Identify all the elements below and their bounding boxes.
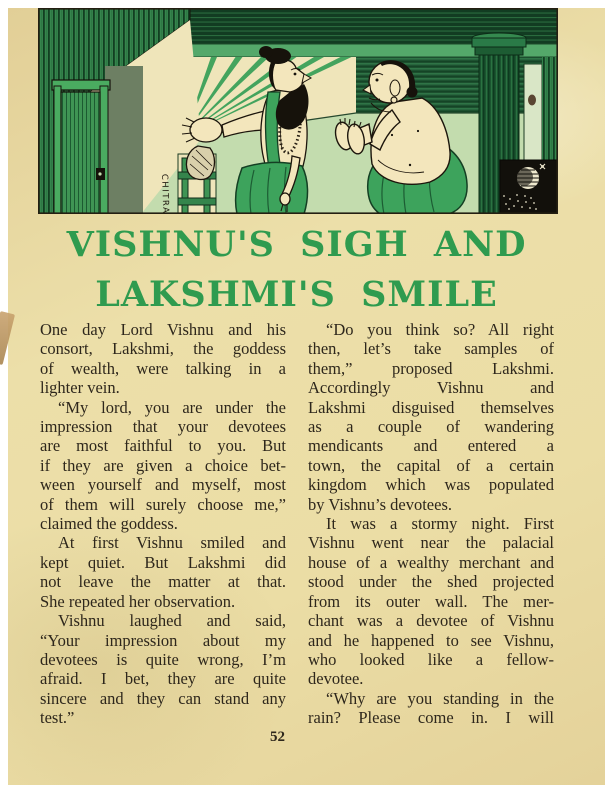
- paragraph: [40, 533, 286, 611]
- text-line: Accordingly Vishnu and: [308, 378, 554, 398]
- paragraph: [308, 320, 554, 514]
- text-line: are most faithful to you. But: [40, 436, 286, 456]
- paragraph: [40, 611, 286, 727]
- text-column-left: [40, 320, 286, 728]
- text-line: “Do you think so? All right: [326, 320, 554, 339]
- story-title-line2: LAKSHMI'S SMILE: [95, 274, 498, 315]
- text-line: by Vishnu’s devotees.: [308, 494, 452, 514]
- text-line: Vishnu went near the palacial: [308, 533, 554, 553]
- text-line: impression that your devotees: [40, 417, 286, 437]
- text-line: not leave the matter at that.: [40, 572, 286, 592]
- text-line: consort, Lakshmi, the goddess: [40, 339, 286, 359]
- text-line: kept quiet. But Lakshmi did: [40, 552, 286, 572]
- paragraph: [40, 398, 286, 534]
- text-line: house of a wealthy merchant and: [308, 552, 554, 572]
- text-column-right: [308, 320, 554, 728]
- text-line: Vishnu laughed and said,: [58, 611, 286, 631]
- text-line: of them will surely choose me,”: [40, 494, 286, 514]
- paragraph: [40, 320, 286, 398]
- text-line: then, let’s take samples of: [308, 339, 554, 359]
- illustration-svg: [38, 8, 558, 214]
- artist-signature: CHITRA: [159, 173, 171, 214]
- text-line: “My lord, you are under the: [58, 397, 286, 417]
- paragraph: [308, 689, 554, 728]
- text-line: sincere and they can stand any: [40, 688, 286, 708]
- text-line: “Your impression about my: [40, 630, 286, 650]
- text-line: lighter vein.: [40, 378, 120, 398]
- text-line: ween yourself and myself, most: [40, 475, 286, 495]
- text-line: Lakshmi disguised themselves: [308, 397, 554, 417]
- text-line: claimed the goddess.: [40, 514, 178, 534]
- text-line: test.”: [40, 708, 75, 728]
- text-line: devotees is quite wrong, I’m: [40, 649, 286, 669]
- storm-window: [500, 160, 558, 214]
- text-line: She repeated her observation.: [40, 591, 236, 611]
- open-door: [52, 80, 110, 214]
- text-line: devotee.: [308, 669, 364, 689]
- text-line: chant was a devotee of Vishnu: [308, 611, 554, 631]
- text-line: and he happened to see Vishnu,: [308, 630, 554, 650]
- story-title-line1: VISHNU'S SIGH AND: [66, 224, 527, 265]
- text-line: rain? Please come in. I will: [308, 708, 554, 728]
- text-line: if they are given a choice bet-: [40, 455, 286, 475]
- text-line: kingdom which was populated: [308, 475, 554, 495]
- paper-background: [8, 8, 605, 785]
- text-line: “Why are you standing in the: [326, 688, 554, 708]
- text-line: At first Vishnu smiled and: [58, 533, 286, 553]
- text-line: One day Lord Vishnu and his: [40, 320, 286, 339]
- page-number: 52: [270, 729, 285, 745]
- text-line: mendicants and entered a: [308, 436, 554, 456]
- story-text: [40, 320, 554, 728]
- story-illustration: [38, 8, 558, 214]
- text-line: It was a stormy night. First: [326, 514, 554, 534]
- text-line: of wealth, were talking in a: [40, 358, 286, 378]
- text-line: as a couple of wandering: [308, 417, 554, 437]
- text-line: afraid. I bet, they are quite: [40, 669, 286, 689]
- paragraph: [308, 514, 554, 689]
- text-line: from its outer wall. The mer-: [308, 591, 554, 611]
- text-line: who looked like a fellow-: [308, 649, 554, 669]
- text-line: stood under the shed projected: [308, 572, 554, 592]
- door-shadow: [105, 66, 143, 214]
- story-title: [38, 220, 555, 320]
- text-line: them,” proposed Lakshmi.: [308, 358, 554, 378]
- text-line: town, the capital of a certain: [308, 455, 554, 475]
